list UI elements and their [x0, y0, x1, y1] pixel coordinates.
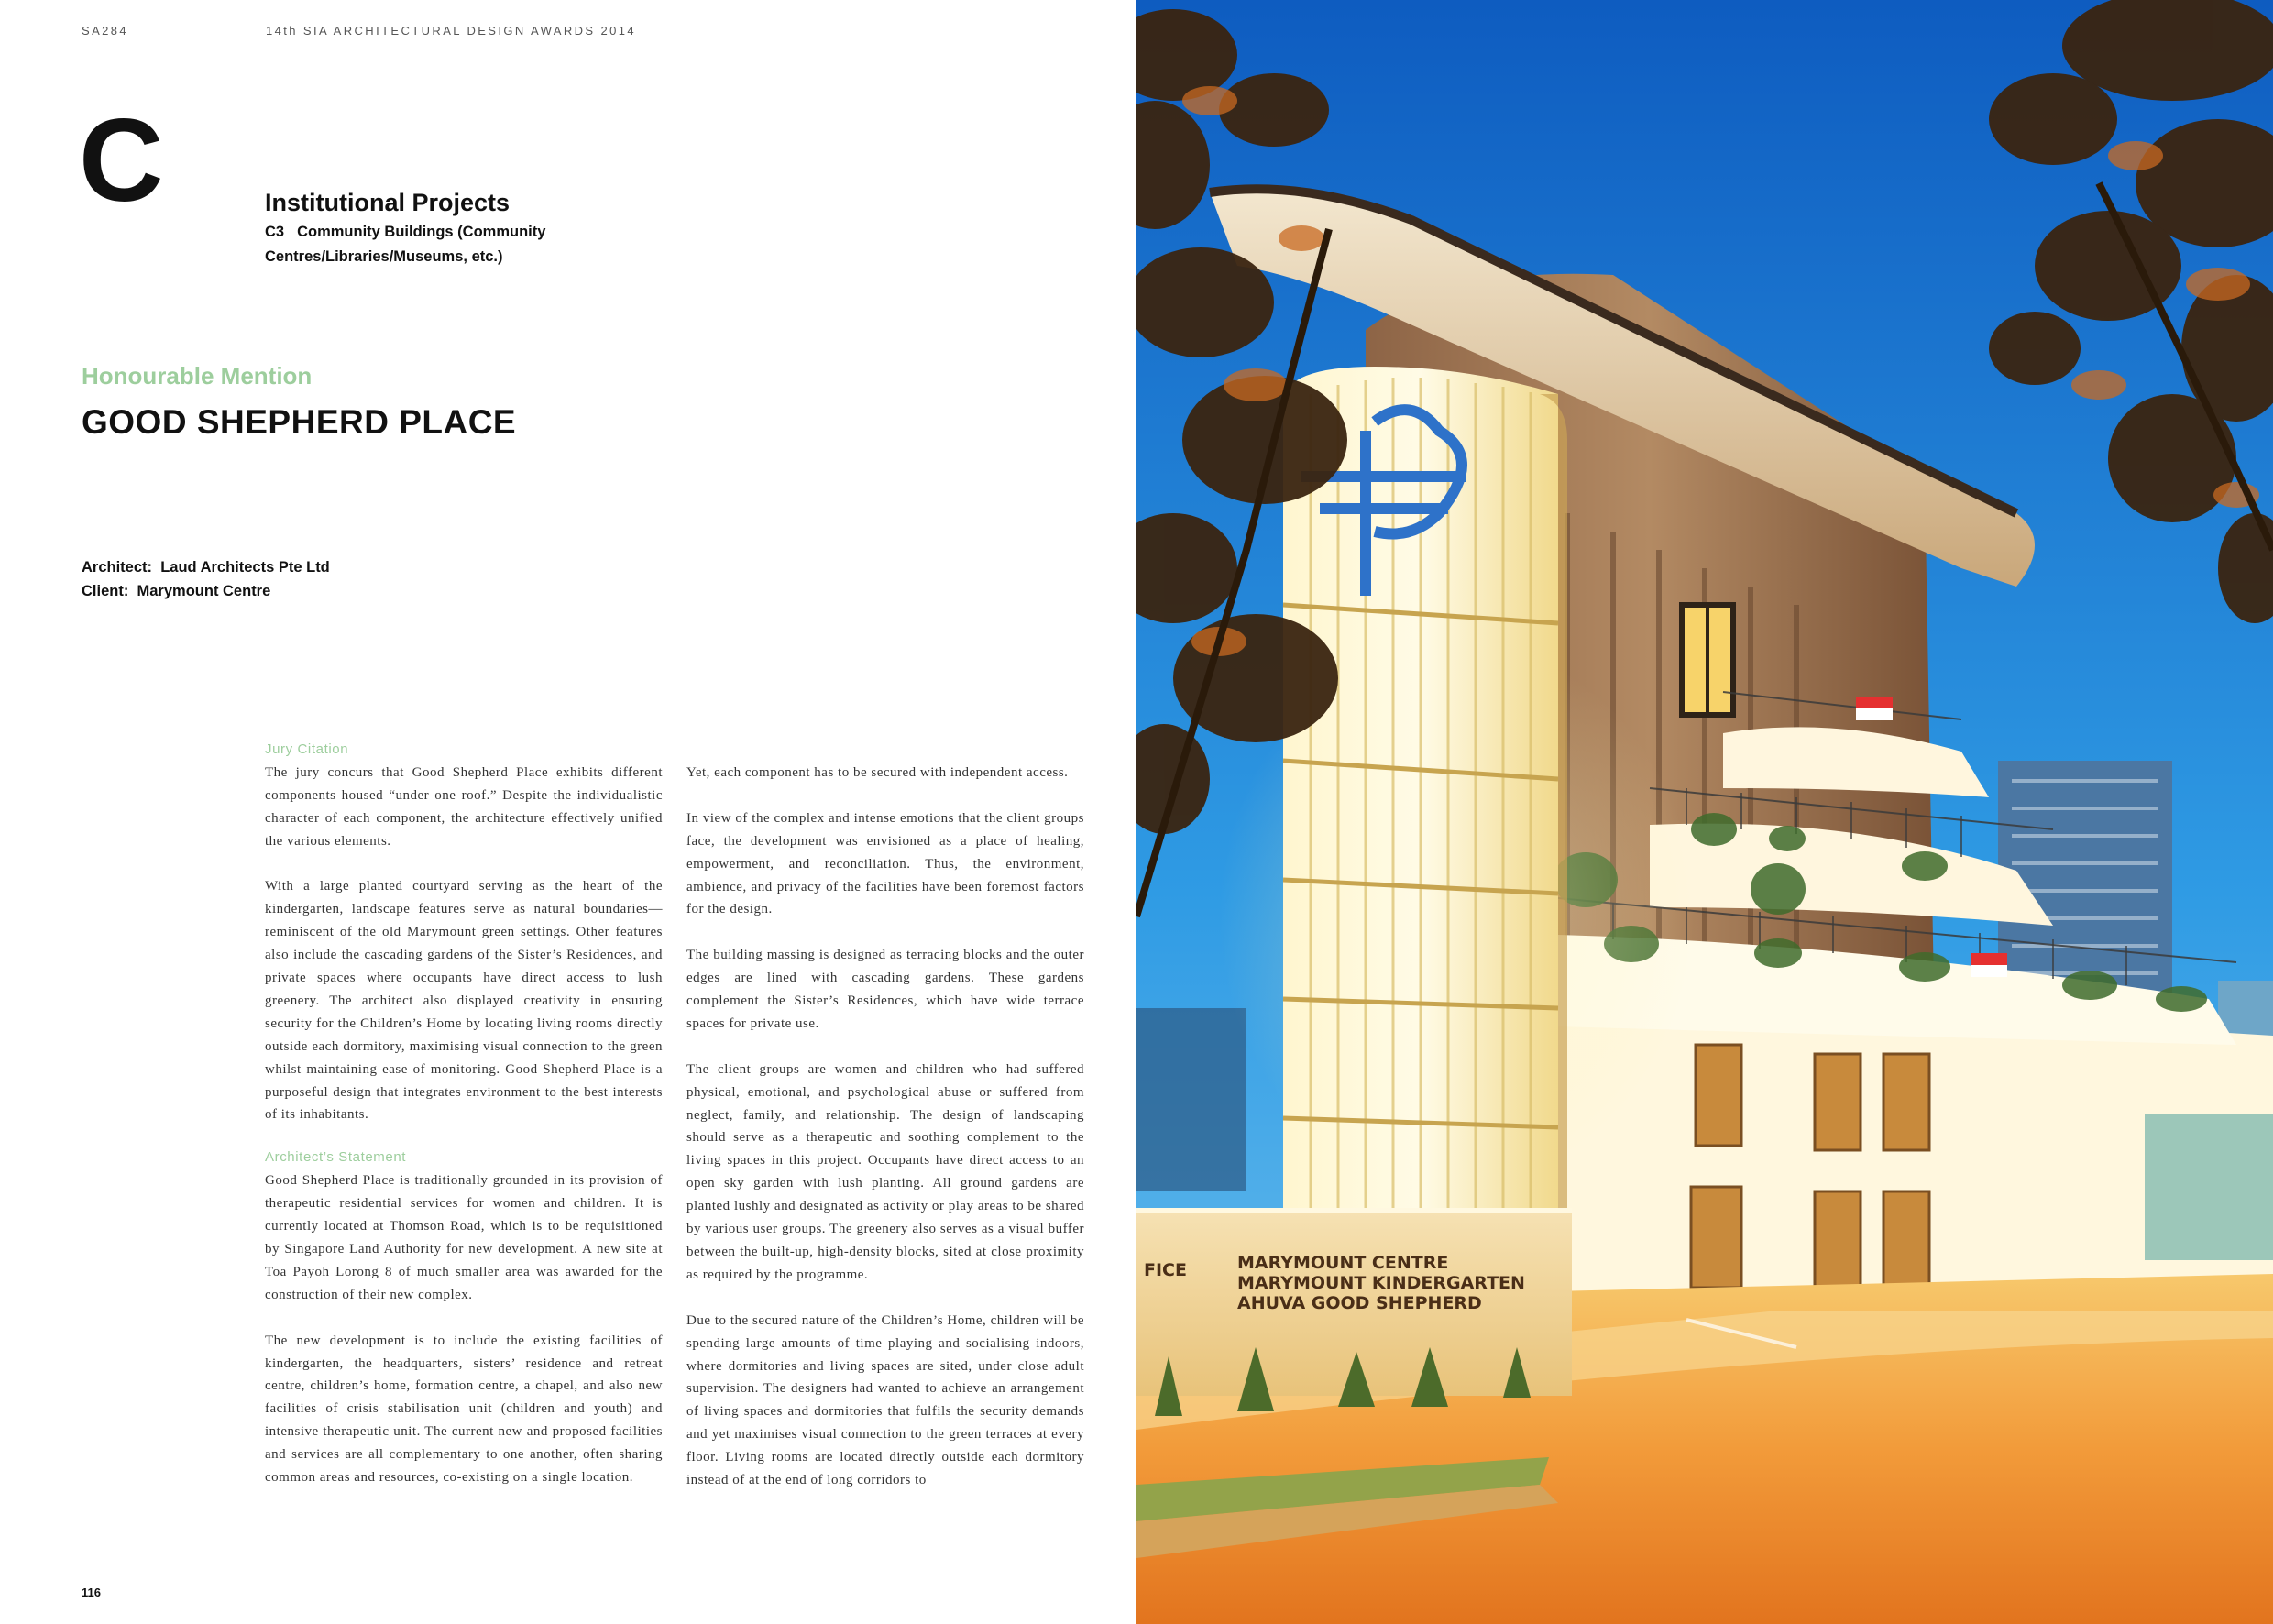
statement-paragraph-1: Good Shepherd Place is traditionally grounded in its provision of therapeutic residential services for women and children. It is currently located at Thomson Road, which is to be requisitioned by Singapore Land Authority for new development. A new site at Toa Payoh Lorong 8 of much smaller area was awarded for the construction of their new complex.	[265, 1173, 663, 1302]
sign-line-3: AHUVA GOOD SHEPHERD	[1237, 1293, 1482, 1313]
publication-title: 14th SIA ARCHITECTURAL DESIGN AWARDS 2014	[266, 24, 637, 38]
distant-building	[1136, 1008, 1246, 1191]
sign-line-1: MARYMOUNT CENTRE	[1237, 1253, 1449, 1273]
sign-line-2: MARYMOUNT KINDERGARTEN	[1237, 1273, 1525, 1293]
architect-credit	[82, 555, 330, 579]
page-number: 116	[82, 1586, 101, 1599]
architect-statement-heading: Architect’s Statement	[265, 1149, 407, 1166]
category-code: C3	[265, 224, 285, 240]
text-column-1	[265, 739, 663, 1512]
statement-paragraph-2: The new development is to include the existing facilities of kindergarten, the headquarters, sisters’ residence and retreat centre, children’s home, formation centre, a chapel, and also new facilities of crisis stabilisation unit (children and youth) and intensive therapeutic unit. The current new and proposed facilities and services are all complementary to one another, often sharing common areas and resources, co-existing on a single location.	[265, 1333, 663, 1486]
category-subtitle-line2: Centres/Libraries/Museums, etc.)	[265, 248, 503, 265]
column2-paragraph-3: The building massing is designed as terracing blocks and the outer edges are lined with cascading gardens. These gardens complement the Sister’s Residences, which have wide terrace spaces for private use.	[686, 948, 1084, 1031]
client-label: Client:	[82, 583, 129, 599]
jury-paragraph-1: The jury concurs that Good Shepherd Place exhibits different components housed “under one roof.” Despite the individualistic character of each component, the architecture effectively unified the various elements.	[265, 764, 663, 849]
building-photo	[1136, 0, 2273, 1624]
credits	[82, 555, 330, 603]
client-name: Marymount Centre	[137, 583, 271, 599]
sign-text-partial: FICE	[1144, 1260, 1187, 1280]
architect-name: Laud Architects Pte Ltd	[160, 559, 330, 576]
ground-glazing-right	[2145, 1114, 2273, 1260]
flag-icon	[1856, 697, 1893, 720]
text-page	[0, 0, 1136, 1624]
jury-citation-heading: Jury Citation	[265, 741, 349, 757]
page-code: SA284	[82, 24, 129, 38]
text-column-2	[686, 762, 1084, 1515]
client-credit	[82, 579, 330, 603]
jury-paragraph-2: With a large planted courtyard serving as the heart of the kindergarten, landscape features serve as natural boundaries—reminiscent of the old Marymount green settings. Other features also include the cascading gardens of the Sister’s Residences, and private spaces where occupants have direct access to lush greenery. The architect also displayed creativity in ensuring security for the Children’s Home by locating living rooms directly outside each dormitory, maximising visual connection to the green whilst maintaining ease of monitoring. Good Shepherd Place is a purposeful design that integrates environment to the best interests of its inhabitants.	[265, 879, 663, 1123]
ground-window	[1696, 1045, 1741, 1146]
column2-paragraph-4: The client groups are women and children who had suffered physical, emotional, and psychological abuse or suffered from neglect, family, and relationship. The design of landscaping should serve as a therapeutic and soothing complement to the living spaces in this project. Occupants have direct access to an open sky garden with lush planting. All ground gardens are planted lushly and designated as activity or play areas to be shared by various user groups. The greenery also serves as a visual buffer between the built-up, high-density blocks, sited at close proximity as required by the programme.	[686, 1061, 1084, 1282]
architect-label: Architect:	[82, 559, 153, 576]
column2-paragraph-2: In view of the complex and intense emotions that the client groups face, the development was envisioned as a place of healing, empowerment, and reconciliation. Thus, the environment, ambience, and privacy of the facilities have been foremost factors for the design.	[686, 810, 1084, 917]
column2-paragraph-1: Yet, each component has to be secured with independent access.	[686, 765, 1069, 780]
column2-paragraph-5: Due to the secured nature of the Children’s Home, children will be spending large amounts of time playing and socialising indoors, where dormitories and living spaces are sited, under close adult supervision. The designers had wanted to achieve an arrangement of living spaces and dormitories that fulfils the security demands and yet maximises visual connection to the green terraces at every floor. Living rooms are located directly outside each dormitory instead of at the end of long corridors to	[686, 1312, 1084, 1488]
award-label: Honourable Mention	[82, 362, 313, 390]
category-title: Institutional Projects	[265, 189, 511, 216]
section-letter: C	[79, 95, 160, 226]
project-title: GOOD SHEPHERD PLACE	[82, 403, 517, 441]
category-subtitle	[265, 220, 613, 269]
category-subtitle-line1: Community Buildings (Community	[297, 224, 546, 240]
building-photo-illustration	[1136, 0, 2273, 1624]
